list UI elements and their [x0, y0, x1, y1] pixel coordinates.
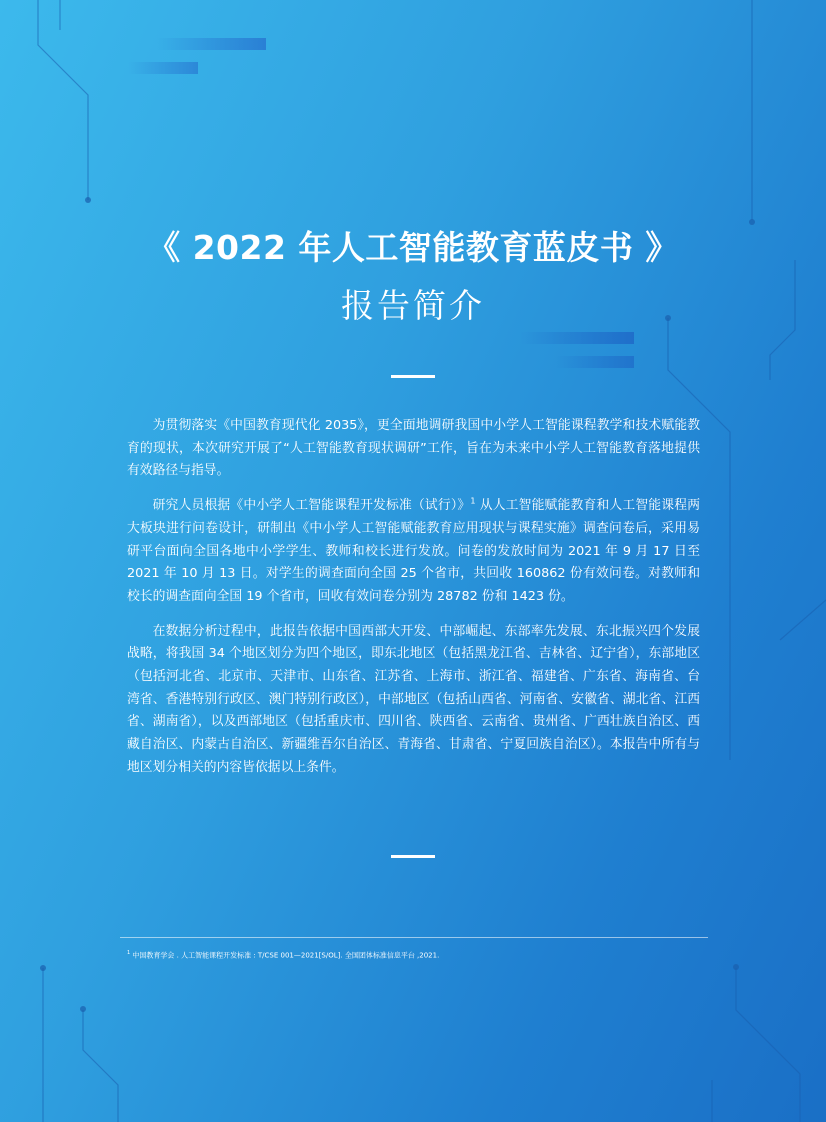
page-title: 《 2022 年人工智能教育蓝皮书 》: [147, 228, 679, 267]
paragraph-2: [127, 495, 700, 609]
paragraph-2-part-1: 研究人员根据《中小学人工智能课程开发标准（试行）》: [152, 498, 471, 514]
footnote-text: 中国教育学会 . 人工智能课程开发标准 : T/CSE 001—2021[S/OL]. 全国团体标准信息平台 ,2021.: [132, 951, 440, 960]
footnote-number: 1: [127, 950, 131, 956]
footnote-separator: [120, 937, 708, 938]
body-text: [127, 415, 700, 792]
paragraph-2-part-2: 从人工智能赋能教育和人工智能课程两大板块进行问卷设计，研制出《中小学人工智能赋能教育应用现状与课程实施》调查问卷后，采用易研平台面向全国各地中小学学生、教师和校长进行发放。问卷的发放时间为 2021 年 9 月 17 日至 2021 年 10 月 13 日。对学生的调查面向全国 25 个省市，共回收 160862 份有效问卷。对教师和校长的调查面向全国 19 个省市，回收有效问卷分别为 28782 份和 1423 份。: [127, 498, 700, 604]
footnote-marker: 1: [470, 496, 476, 506]
footnote: [127, 948, 707, 960]
paragraph-3: 在数据分析过程中，此报告依据中国西部大开发、中部崛起、东部率先发展、东北振兴四个发展战略，将我国 34 个地区划分为四个地区，即东北地区（包括黑龙江省、吉林省、辽宁省），东部地区（包括河北省、北京市、天津市、山东省、江苏省、上海市、浙江省、福建省、广东省、海南省、台湾省、香港特别行政区、澳门特别行政区），中部地区（包括山西省、河南省、安徽省、湖北省、江西省、湖南省），以及西部地区（包括重庆市、四川省、陕西省、云南省、贵州省、广西壮族自治区、西藏自治区、内蒙古自治区、新疆维吾尔自治区、青海省、甘肃省、宁夏回族自治区）。本报告中所有与地区划分相关的内容皆依据以上条件。: [127, 623, 700, 775]
title-divider: [391, 375, 435, 378]
decor-bar-top-2: [128, 62, 198, 74]
decor-bar-top-1: [156, 38, 266, 50]
paragraph-1: 为贯彻落实《中国教育现代化 2035》，更全面地调研我国中小学人工智能课程教学和技术赋能教育的现状，本次研究开展了“人工智能教育现状调研”工作，旨在为未来中小学人工智能教育落地提供有效路径与指导。: [127, 418, 700, 479]
decor-bar-right-2: [555, 356, 634, 368]
decor-bar-right-1: [520, 332, 634, 344]
page-subtitle: 报告简介: [341, 286, 485, 325]
body-divider: [391, 855, 435, 858]
